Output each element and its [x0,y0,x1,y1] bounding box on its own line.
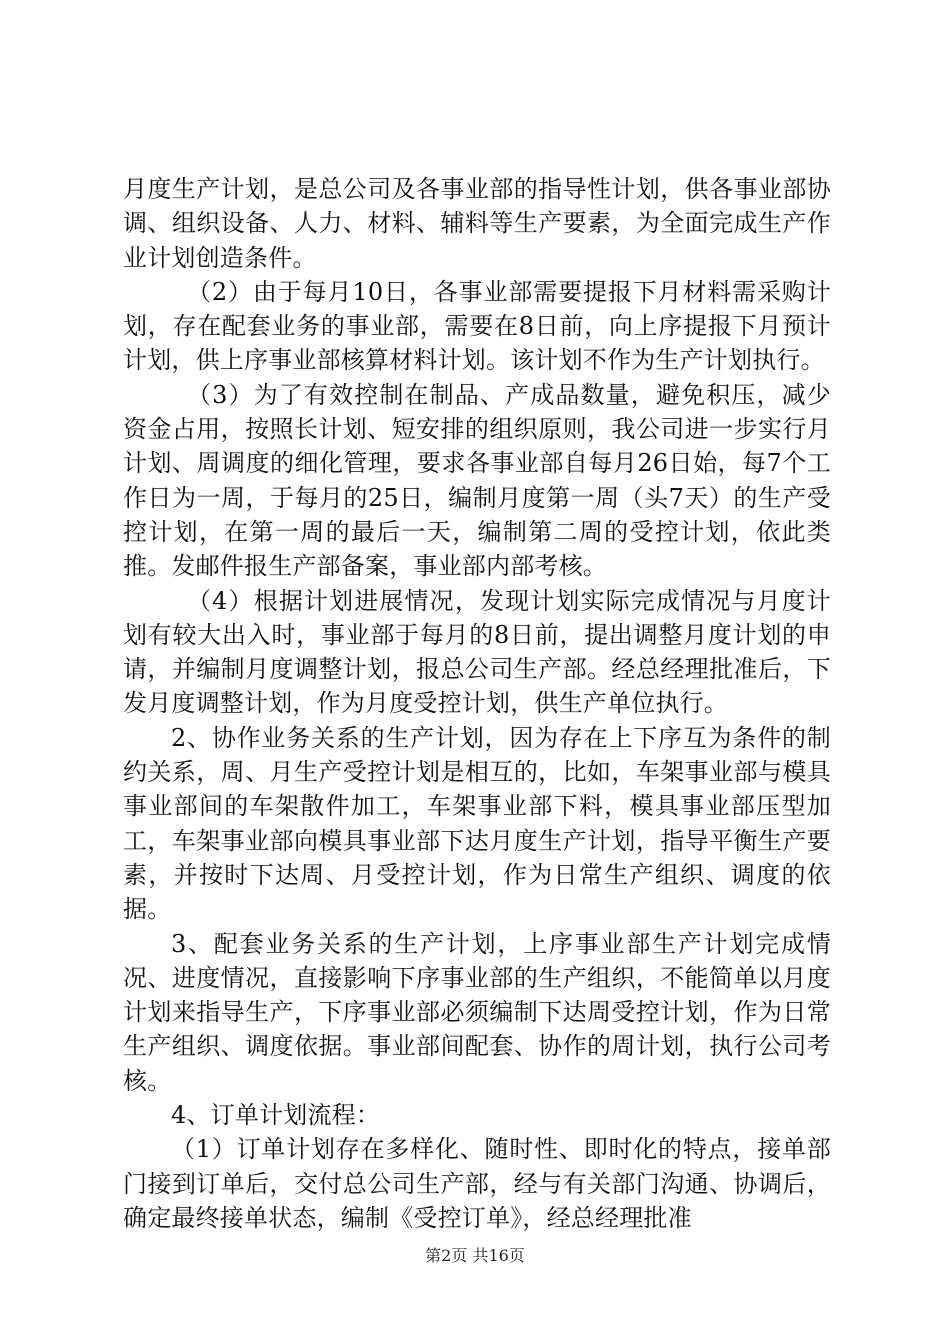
paragraph-item-2: （2）由于每月10日，各事业部需要提报下月材料需采购计划，存在配套业务的事业部，需要在8日前，向上序提报下月预计计划，供上序事业部核算材料计划。该计划不作为生产计划执行。 [123,277,831,375]
paragraph-monthly-plan: 月度生产计划，是总公司及各事业部的指导性计划，供各事业部协调、组织设备、人力、材料、辅料等生产要素，为全面完成生产作业计划创造条件。 [123,175,831,272]
paragraph-item-4: （4）根据计划进展情况，发现计划实际完成情况与月度计划有较大出入时，事业部于每月的8日前，提出调整月度计划的申请，并编制月度调整计划，报总公司生产部。经总经理批准后，下发月度调整计划，作为月度受控计划，供生产单位执行。 [123,586,831,718]
paragraph-section-2: 2、协作业务关系的生产计划，因为存在上下序互为条件的制约关系，周、月生产受控计划是相互的，比如，车架事业部与模具事业部间的车架散件加工，车架事业部下料，模具事业部压型加工，车架事业部向模具事业部下达月度生产计划，指导平衡生产要素，并按时下达周、月受控计划，作为日常生产组织、调度的依据。 [123,723,831,924]
page-number-footer: 第2页 共16页 [425,1246,525,1265]
paragraph-section-3: 3、配套业务关系的生产计划，上序事业部生产计划完成情况、进度情况，直接影响下序事业部的生产组织，不能简单以月度计划来指导生产，下序事业部必须编制下达周受控计划，作为日常生产组织、调度依据。事业部间配套、协作的周计划，执行公司考核。 [123,929,831,1095]
paragraph-item-3: （3）为了有效控制在制品、产成品数量，避免积压，减少资金占用，按照长计划、短安排的组织原则，我公司进一步实行月计划、周调度的细化管理，要求各事业部自每月26日始，每7个工作日为一周，于每月的25日，编制月度第一周（头7天）的生产受控计划，在第一周的最后一天，编制第二周的受控计划，依此类推。发邮件报生产部备案，事业部内部考核。 [123,380,831,581]
document-body [123,172,831,1235]
paragraph-order-item-1: （1）订单计划存在多样化、随时性、即时化的特点，接单部门接到订单后，交付总公司生产部，经与有关部门沟通、协调后，确定最终接单状态，编制《受控订单》，经总经理批准 [123,1135,831,1232]
paragraph-section-4-heading: 4、订单计划流程： [171,1101,381,1130]
